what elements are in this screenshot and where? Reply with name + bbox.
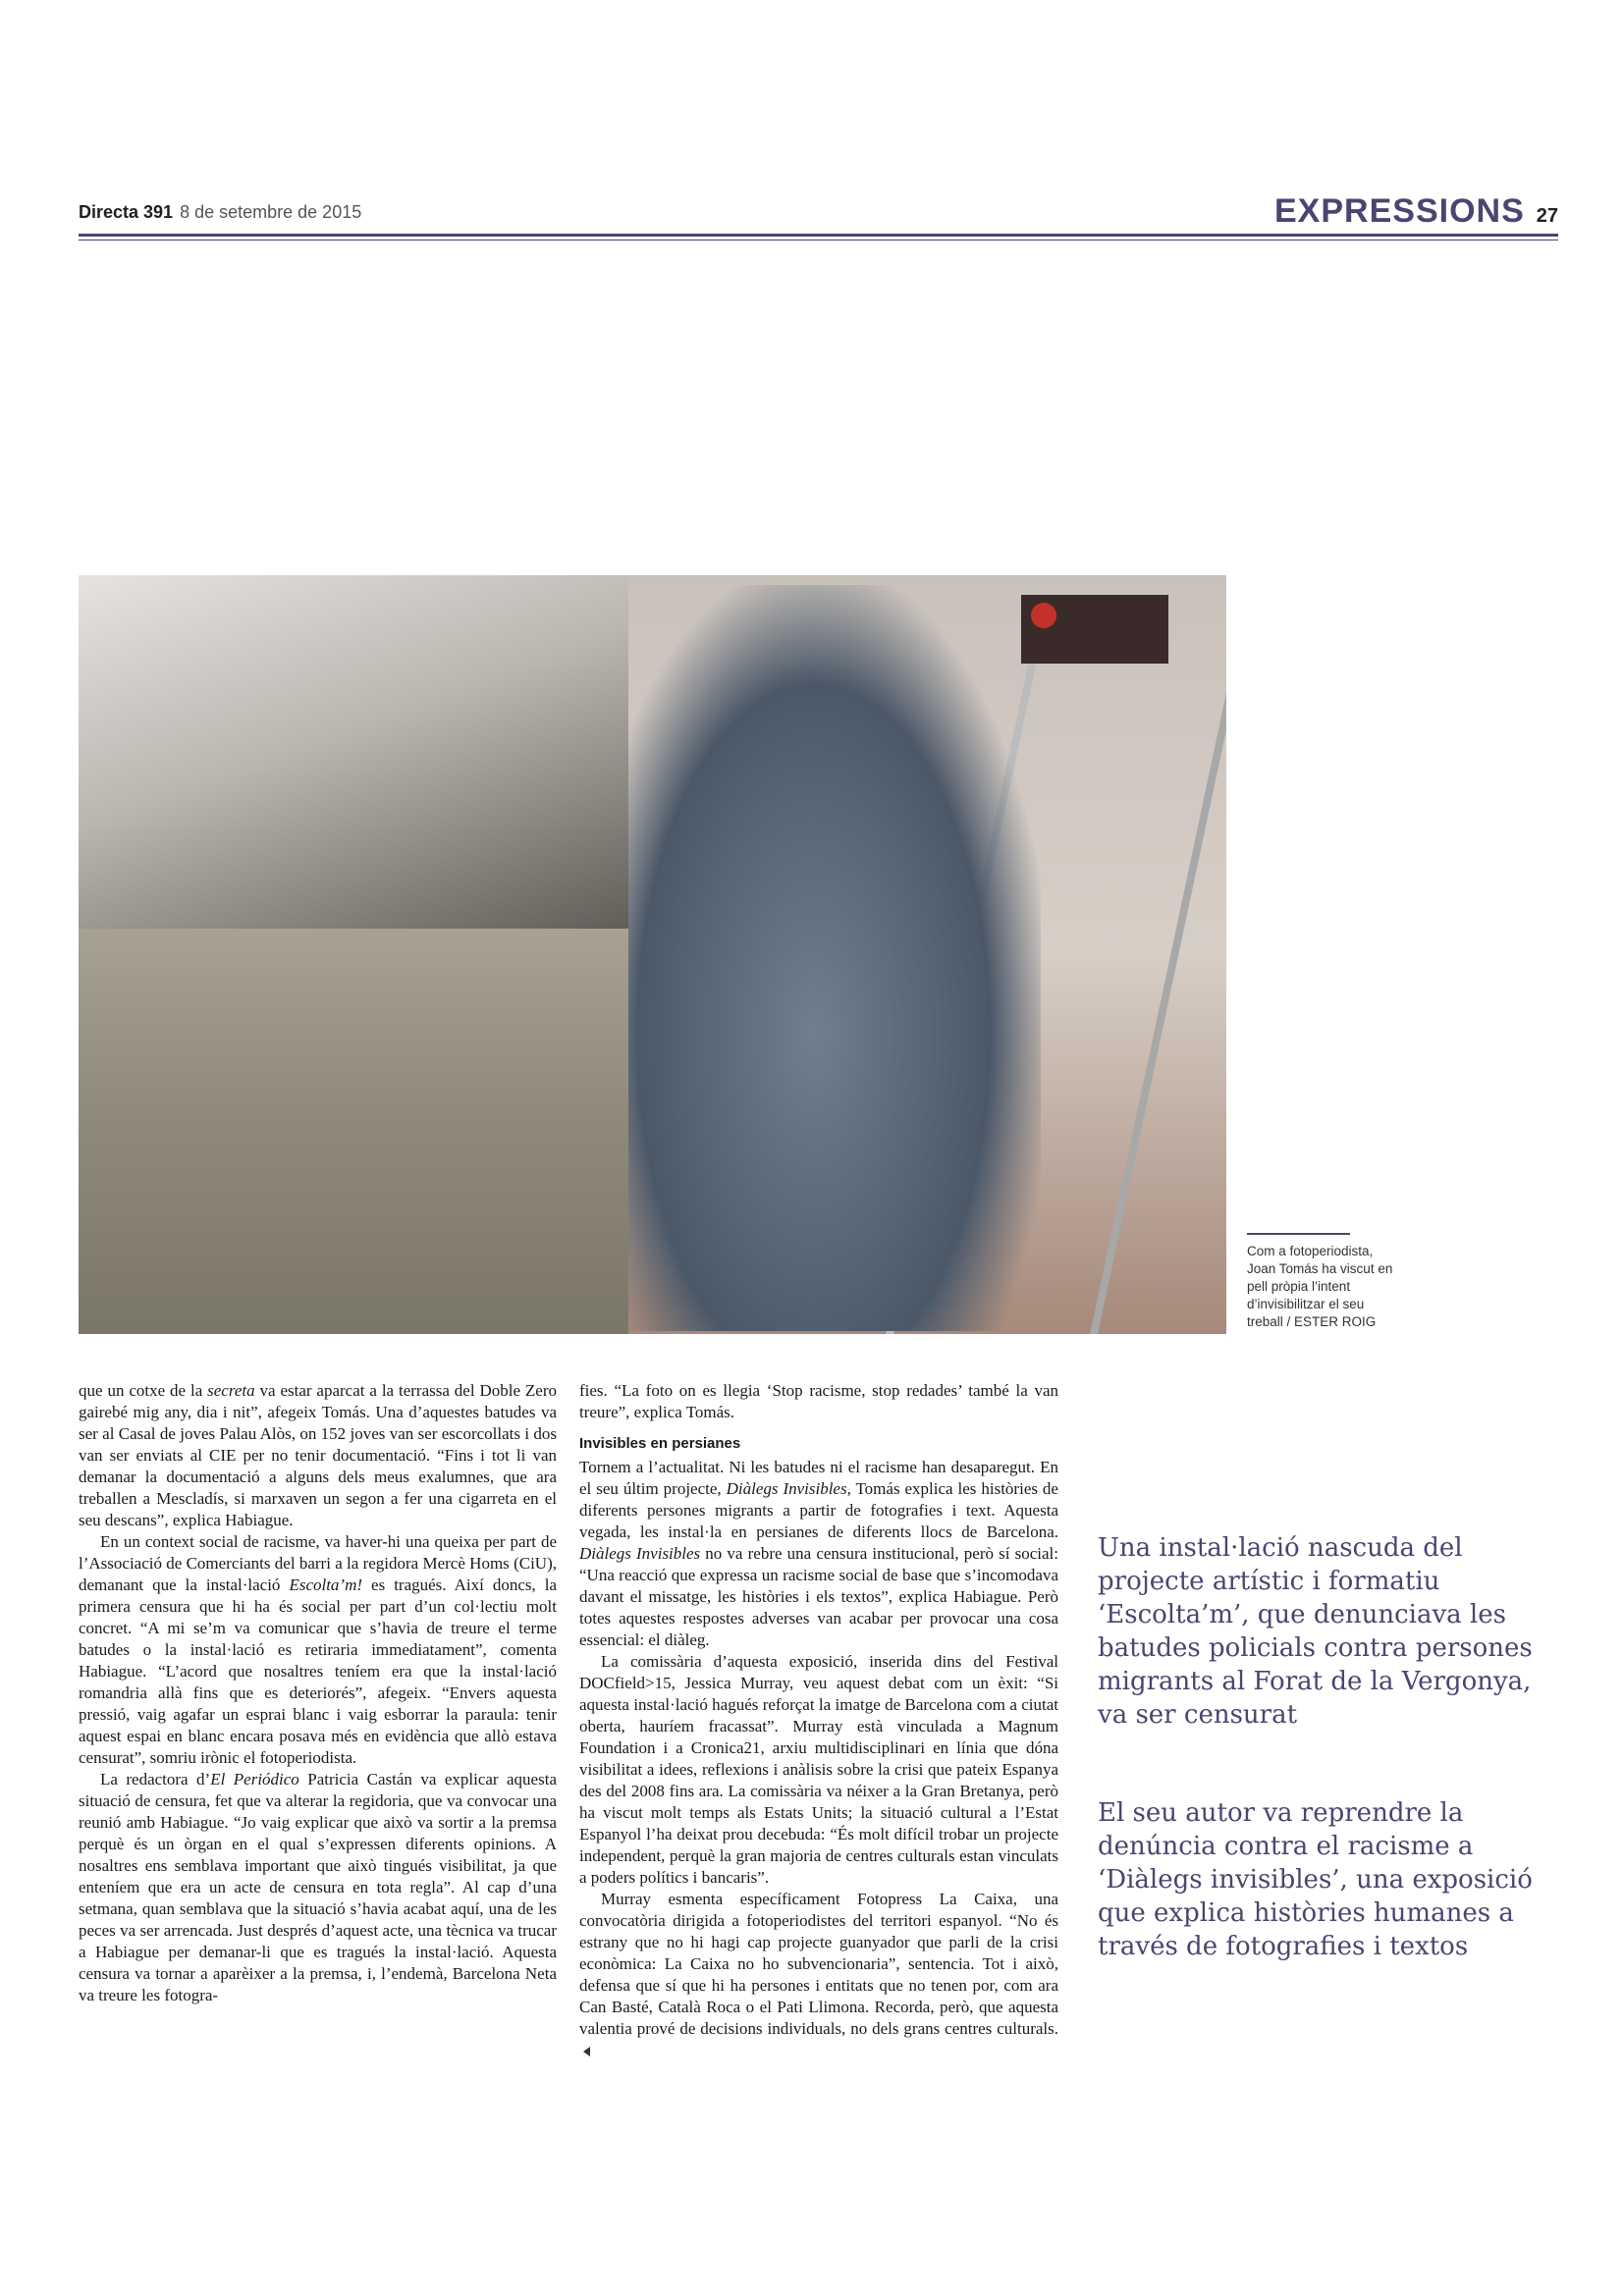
article-column-2 xyxy=(579,1380,1058,2061)
photo-caption: Com a fotoperiodista, Joan Tomás ha viscut en pell pròpia l’intent d’invisibilitzar el seu treball / ESTER ROIG xyxy=(1247,1244,1393,1329)
article-photo xyxy=(79,575,1226,1334)
page-number: 27 xyxy=(1536,205,1558,227)
publication-name: Directa 391 xyxy=(79,202,174,222)
photo-person xyxy=(628,585,1041,1331)
paragraph: que un cotxe de la secreta va estar aparcat a la terrassa del Doble Zero gairebé mig any, dia i nit”, afegeix Tomás. Una d’aquestes batudes va ser al Casal de joves Palau Alòs, on 152 joves van ser escorcollats i dos van ser enviats al CIE per no tenir documentació. “Fins i tot li van demanar la documentació a alguns dels meus exalumnes, que ara treballen a Mescladís, si marxaven un segon a fer una cigarreta en el seu descans”, explica Habiague. xyxy=(79,1381,557,1529)
photo-mural-area xyxy=(79,575,628,938)
paragraph: Murray esmenta específicament Fotopress La Caixa, una convocatòria dirigida a fotoperiodistes del territori espanyol. “No és estrany que no hi hagi cap projecte guanyador que parli de la crisi econòmica: La Caixa no ho subvencionaria”, sentencia. Tot i això, defensa que sí que hi ha persones i entitats que no tenen por, com ara Can Basté, Català Roca o el Pati Llimona. Recorda, però, que aquesta valentia prové de decisions individuals, no dels grans centres culturals. xyxy=(579,1889,1058,2061)
running-header-right xyxy=(1274,192,1558,231)
end-of-article-icon xyxy=(583,2047,590,2056)
pull-quote-1: Una instal·lació nascuda del projecte artístic i formatiu ‘Escolta’m’, que denunciava les batudes policials contra persones migrants al Forat de la Vergonya, va ser censurat xyxy=(1098,1533,1533,1730)
caption-rule xyxy=(1247,1233,1350,1235)
paragraph: En un context social de racisme, va haver-hi una queixa per part de l’Associació de Comerciants del barri a la regidora Mercè Homs (CiU), demanant que la instal·lació Escolta’m! es tragués. Així doncs, la primera censura que hi ha és social per part d’un col·lectiu molt concret. “A mi se’m va comunicar que s’havia de treure el terme batudes o la instal·lació es retiraria immediatament”, comenta Habiague. “L’acord que nosaltres teníem era que la instal·lació romandria allà fins que es deteriorés”, afegeix. “Envers aquesta pressió, vaig agafar un esprai blanc i vaig esborrar la paraula: tenir aquest espai en blanc encara posava més en evidència que allò estava censurat”, somriu irònic el fotoperiodista. xyxy=(79,1532,557,1767)
paragraph: Tornem a l’actualitat. Ni les batudes ni el racisme han desaparegut. En el seu últim projecte, Diàlegs Invisibles, Tomás explica les històries de diferents persones migrants a partir de fotografies i text. Aquesta vegada, les instal·la en persianes de diferents llocs de Barcelona. Diàlegs Invisibles no va rebre una censura institucional, però sí social: “Una reacció que expressa un racisme social de base que s’incomodava davant el missatge, les històries i els textos”, explica Habiague. Però totes aquestes respostes adverses van acabar per provocar una cosa essencial: el diàleg. xyxy=(579,1458,1058,1649)
header-rule xyxy=(79,234,1558,237)
paragraph: fies. “La foto on es llegia ‘Stop racisme, stop redades’ també la van treure”, explica Tomás. xyxy=(579,1381,1058,1421)
issue-date: 8 de setembre de 2015 xyxy=(180,202,362,222)
paragraph: La comissària d’aquesta exposició, inserida dins del Festival DOCfield>15, Jessica Murray, veu aquest debat com un èxit: “Si aquesta instal·lació hagués reforçat la imatge de Barcelona com a ciutat oberta, hauríem fracassat”. Murray està vinculada a Magnum Foundation i a Cronica21, arxiu multidisciplinari en línia que dóna visibilitat a idees, reflexions i anàlisis sobre la crisi que pateix Espanya des del 2008 fins ara. La comissària va néixer a la Gran Bretanya, però ha viscut molt temps als Estats Units; la situació cultural a l’Estat Espanyol l’ha deixat prou decebuda: “És molt difícil trobar un projecte independent, perquè la gran majoria de centres culturals estan vinculats a poders polítics i bancaris”. xyxy=(579,1652,1058,1887)
running-header-left xyxy=(79,202,361,223)
subheading: Invisibles en persianes xyxy=(579,1435,741,1452)
section-title: EXPRESSIONS xyxy=(1274,192,1525,230)
article-column-1 xyxy=(79,1380,557,2006)
paragraph: La redactora d’El Periódico Patricia Castán va explicar aquesta situació de censura, fet que va alterar la regidoria, que va convocar una reunió amb Habiague. “Jo vaig explicar que això va sortir a la premsa perquè és un òrgan en el qual s’expressen diferents opinions. A nosaltres ens semblava important que això tingués visibilitat, ja que enteníem que era un acte de censura en tota regla”. Al cap d’una setmana, quan semblava que la situació s’havia acabat aquí, una de les peces va ser arrencada. Just després d’aquest acte, una tècnica va trucar a Habiague per demanar-li que es tragués la instal·lació. Aquesta censura va tornar a aparèixer a la premsa, i, l’endemà, Barcelona Neta va treure les fotogra- xyxy=(79,1770,557,2004)
pull-quote-2: El seu autor va reprendre la denúncia contra el racisme a ‘Diàlegs invisibles’, una exposició que explica històries humanes a través de fotografies i textos xyxy=(1098,1798,1533,1961)
